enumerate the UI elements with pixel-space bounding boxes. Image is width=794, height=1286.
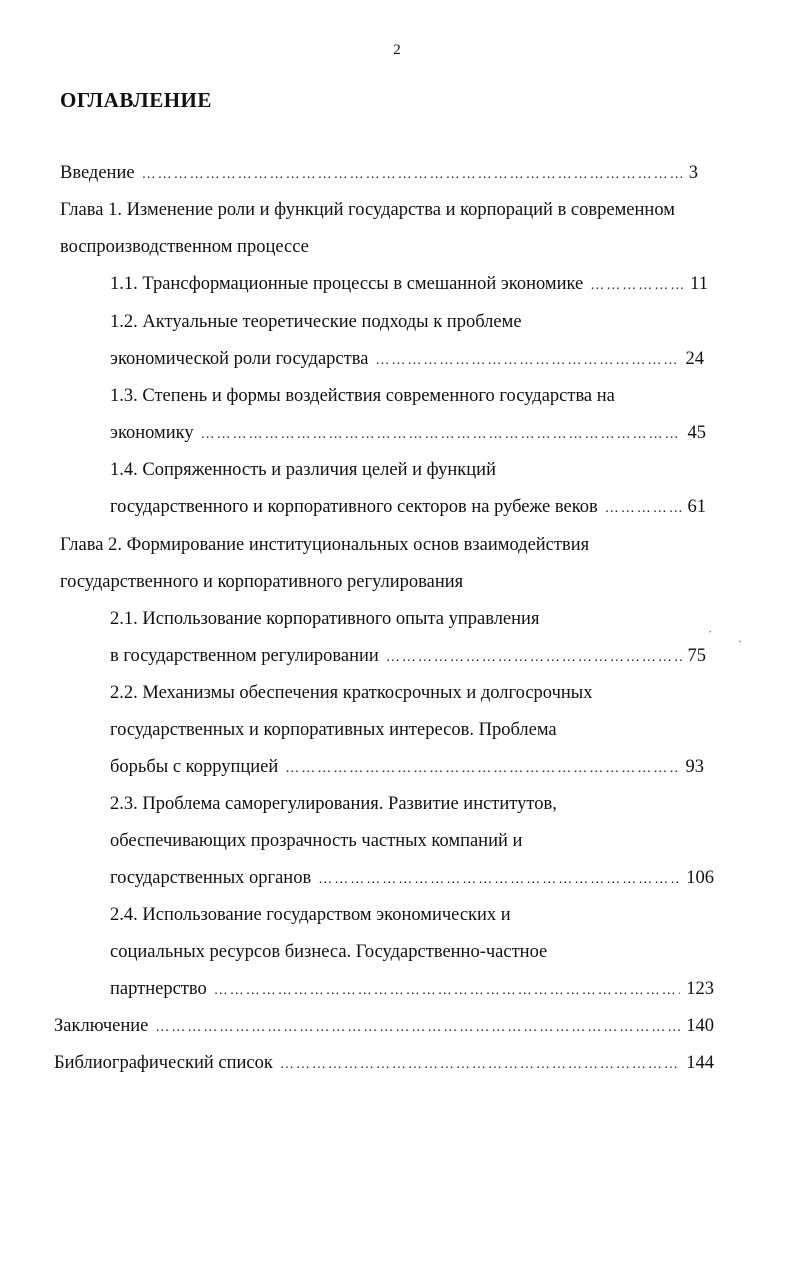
toc-entry-label: Библиографический список <box>54 1053 273 1073</box>
toc-page-number: 61 <box>687 497 706 517</box>
leader-dots <box>375 348 679 374</box>
toc-page-number: 3 <box>688 163 698 183</box>
leader-dots <box>155 1015 680 1041</box>
toc-entry-label: обеспечивающих прозрачность частных компаний и <box>110 831 523 851</box>
page-title: ОГЛАВЛЕНИЕ <box>60 88 212 112</box>
toc-page-number: 140 <box>686 1016 714 1036</box>
toc-chapter-1[interactable] <box>60 197 675 223</box>
toc-entry-2-2-cont2[interactable] <box>110 754 704 780</box>
toc-entry-1-2-cont[interactable] <box>110 346 704 372</box>
page-number: 2 <box>393 42 401 58</box>
toc-chapter-2[interactable] <box>60 532 589 558</box>
toc-entry-label: экономику <box>110 423 194 443</box>
toc-entry-1-2[interactable] <box>110 309 522 335</box>
toc-entry-conclusion[interactable] <box>54 1013 714 1039</box>
toc-entry-2-1-cont[interactable] <box>110 643 706 669</box>
toc-entry-label: в государственном регулировании <box>110 646 379 666</box>
leader-dots <box>280 1052 680 1078</box>
leader-dots <box>214 978 681 1004</box>
toc-entry-1-3[interactable] <box>110 383 615 409</box>
toc-entry-1-3-cont[interactable] <box>110 420 706 446</box>
toc-entry-label: 1.2. Актуальные теоретические подходы к проблеме <box>110 312 522 332</box>
toc-entry-label: Введение <box>60 163 135 183</box>
toc-entry-label: 2.3. Проблема саморегулирования. Развитие институтов, <box>110 794 557 814</box>
toc-entry-label: Глава 2. Формирование институциональных основ взаимодействия <box>60 535 590 555</box>
toc-entry-label: партнерство <box>110 979 207 999</box>
leader-dots <box>201 422 682 448</box>
toc-entry-intro[interactable] <box>60 160 698 186</box>
toc-entry-1-1[interactable] <box>110 271 708 297</box>
toc-entry-label: государственного и корпоративного регулирования <box>60 572 464 592</box>
toc-entry-2-3-cont1 <box>110 828 522 854</box>
scan-speck: ˏ <box>738 629 742 643</box>
toc-page-number: 11 <box>690 274 708 294</box>
leader-dots <box>318 867 680 893</box>
toc-entry-bibliography[interactable] <box>54 1050 714 1076</box>
toc-entry-2-4[interactable] <box>110 902 511 928</box>
toc-entry-label: государственных и корпоративных интересов. Проблема <box>110 720 557 740</box>
toc-entry-label: 1.4. Сопряженность и различия целей и функций <box>110 460 496 480</box>
toc-entry-label: 1.1. Трансформационные процессы в смешанной экономике <box>110 274 584 294</box>
toc-entry-label: Заключение <box>54 1016 149 1036</box>
toc-entry-label: социальных ресурсов бизнеса. Государственно-частное <box>110 942 548 962</box>
toc-entry-label: борьбы с коррупцией <box>110 757 279 777</box>
toc-page-number: 106 <box>686 868 714 888</box>
toc-entry-2-3[interactable] <box>110 791 557 817</box>
toc-page-number: 93 <box>685 757 704 777</box>
toc-entry-2-1[interactable] <box>110 606 539 632</box>
scan-speck: ˊ <box>708 628 712 642</box>
toc-entry-label: государственного и корпоративного секторов на рубеже веков <box>110 497 598 517</box>
toc-entry-1-4[interactable] <box>110 457 496 483</box>
toc-entry-1-4-cont[interactable] <box>110 494 706 520</box>
toc-entry-label: 2.4. Использование государством экономических и <box>110 905 511 925</box>
leader-dots <box>142 162 683 188</box>
toc-page-number: 45 <box>687 423 706 443</box>
toc-entry-2-2-cont1 <box>110 717 557 743</box>
leader-dots <box>285 756 679 782</box>
leader-dots <box>386 645 682 671</box>
toc-entry-2-3-cont2[interactable] <box>110 865 714 891</box>
toc-entry-2-2[interactable] <box>110 680 592 706</box>
toc-page-number: 123 <box>686 979 714 999</box>
toc-page-number: 75 <box>687 646 706 666</box>
toc-chapter-1-cont <box>60 234 309 260</box>
toc-entry-label: 1.3. Степень и формы воздействия современного государства на <box>110 386 615 406</box>
toc-entry-2-4-cont2[interactable] <box>110 976 714 1002</box>
leader-dots <box>590 273 684 299</box>
toc-entry-label: 2.1. Использование корпоративного опыта управления <box>110 609 540 629</box>
toc-page-number: 24 <box>685 349 704 369</box>
toc-entry-label: воспроизводственном процессе <box>60 237 309 257</box>
toc-entry-2-4-cont1 <box>110 939 547 965</box>
toc-entry-label: государственных органов <box>110 868 312 888</box>
toc-entry-label: 2.2. Механизмы обеспечения краткосрочных и долгосрочных <box>110 683 593 703</box>
leader-dots <box>605 496 682 522</box>
toc-page-number: 144 <box>686 1053 714 1073</box>
toc-entry-label: экономической роли государства <box>110 349 369 369</box>
toc-chapter-2-cont <box>60 569 463 595</box>
toc-entry-label: Глава 1. Изменение роли и функций государства и корпораций в современном <box>60 200 675 220</box>
